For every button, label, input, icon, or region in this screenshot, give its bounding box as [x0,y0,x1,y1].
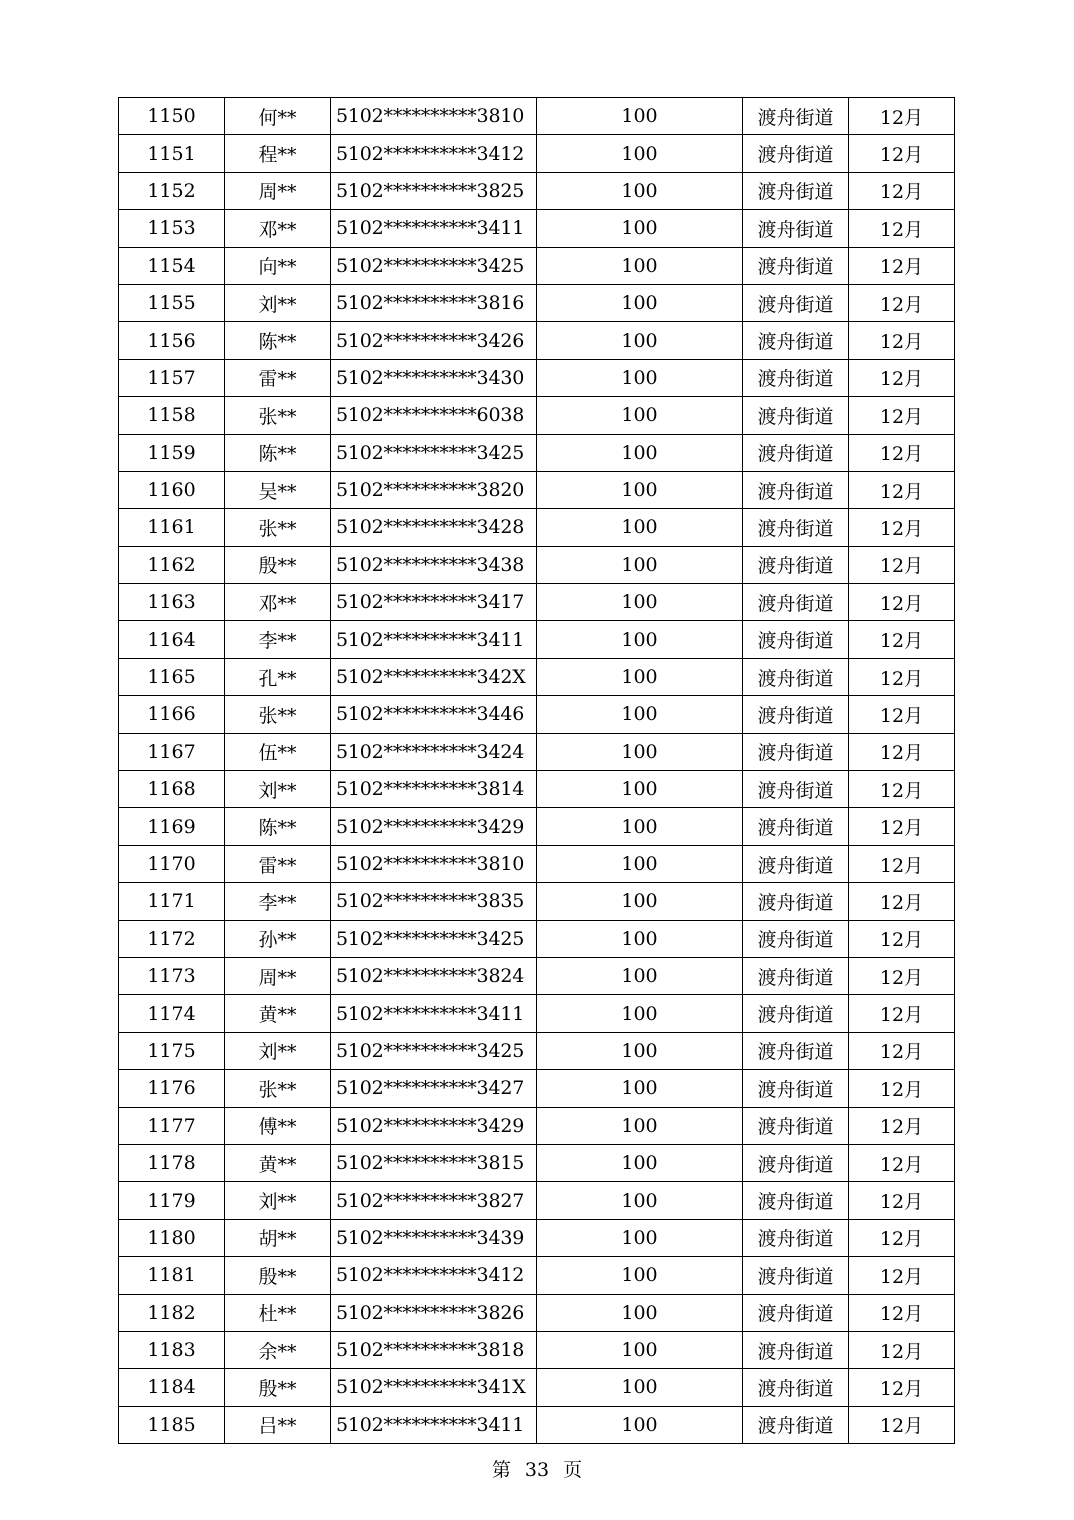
name-cell: 刘** [225,1032,331,1069]
street-cell: 渡舟街道 [743,509,849,546]
serial-number-cell: 1157 [119,359,225,396]
id-number-cell: 5102**********3814 [331,771,537,808]
amount-cell: 100 [537,957,743,994]
month-cell: 12月 [849,845,955,882]
name-cell: 陈** [225,322,331,359]
id-number-cell: 5102**********3439 [331,1219,537,1256]
name-cell: 余** [225,1331,331,1368]
table-row [119,1107,955,1144]
name-cell: 张** [225,1070,331,1107]
street-cell: 渡舟街道 [743,621,849,658]
id-number-cell: 5102**********3824 [331,957,537,994]
amount-cell: 100 [537,621,743,658]
table-row [119,845,955,882]
serial-number-cell: 1159 [119,434,225,471]
name-cell: 刘** [225,771,331,808]
id-number-cell: 5102**********3810 [331,845,537,882]
id-number-cell: 5102**********3826 [331,1294,537,1331]
table-row [119,808,955,845]
street-cell: 渡舟街道 [743,98,849,135]
month-cell: 12月 [849,1107,955,1144]
street-cell: 渡舟街道 [743,322,849,359]
table-row [119,98,955,135]
month-cell: 12月 [849,584,955,621]
table-row [119,397,955,434]
name-cell: 程** [225,135,331,172]
serial-number-cell: 1151 [119,135,225,172]
month-cell: 12月 [849,98,955,135]
id-number-cell: 5102**********3411 [331,621,537,658]
name-cell: 雷** [225,359,331,396]
table-row [119,1182,955,1219]
table-row [119,584,955,621]
month-cell: 12月 [849,322,955,359]
name-cell: 何** [225,98,331,135]
id-number-cell: 5102**********3417 [331,584,537,621]
amount-cell: 100 [537,1182,743,1219]
serial-number-cell: 1160 [119,471,225,508]
id-number-cell: 5102**********3427 [331,1070,537,1107]
name-cell: 胡** [225,1219,331,1256]
month-cell: 12月 [849,397,955,434]
street-cell: 渡舟街道 [743,172,849,209]
id-number-cell: 5102**********3424 [331,733,537,770]
name-cell: 张** [225,397,331,434]
street-cell: 渡舟街道 [743,1331,849,1368]
name-cell: 伍** [225,733,331,770]
amount-cell: 100 [537,995,743,1032]
serial-number-cell: 1183 [119,1331,225,1368]
street-cell: 渡舟街道 [743,883,849,920]
name-cell: 陈** [225,808,331,845]
serial-number-cell: 1170 [119,845,225,882]
id-number-cell: 5102**********3429 [331,808,537,845]
amount-cell: 100 [537,1406,743,1443]
month-cell: 12月 [849,1182,955,1219]
name-cell: 雷** [225,845,331,882]
id-number-cell: 5102**********3815 [331,1144,537,1181]
amount-cell: 100 [537,658,743,695]
month-cell: 12月 [849,1070,955,1107]
street-cell: 渡舟街道 [743,434,849,471]
id-number-cell: 5102**********3425 [331,247,537,284]
name-cell: 吴** [225,471,331,508]
name-cell: 傅** [225,1107,331,1144]
serial-number-cell: 1152 [119,172,225,209]
table-row [119,658,955,695]
serial-number-cell: 1177 [119,1107,225,1144]
month-cell: 12月 [849,1406,955,1443]
amount-cell: 100 [537,1219,743,1256]
amount-cell: 100 [537,808,743,845]
page-number: 33 [524,1459,550,1481]
month-cell: 12月 [849,696,955,733]
id-number-cell: 5102**********6038 [331,397,537,434]
table-row [119,322,955,359]
id-number-cell: 5102**********3411 [331,995,537,1032]
name-cell: 周** [225,172,331,209]
month-cell: 12月 [849,1032,955,1069]
record-table-container [118,97,955,1444]
name-cell: 邓** [225,584,331,621]
month-cell: 12月 [849,771,955,808]
serial-number-cell: 1171 [119,883,225,920]
month-cell: 12月 [849,210,955,247]
month-cell: 12月 [849,957,955,994]
street-cell: 渡舟街道 [743,1257,849,1294]
street-cell: 渡舟街道 [743,995,849,1032]
amount-cell: 100 [537,1032,743,1069]
month-cell: 12月 [849,1331,955,1368]
street-cell: 渡舟街道 [743,1144,849,1181]
id-number-cell: 5102**********3438 [331,546,537,583]
street-cell: 渡舟街道 [743,1406,849,1443]
table-row [119,1032,955,1069]
serial-number-cell: 1150 [119,98,225,135]
amount-cell: 100 [537,733,743,770]
serial-number-cell: 1163 [119,584,225,621]
month-cell: 12月 [849,434,955,471]
serial-number-cell: 1154 [119,247,225,284]
table-row [119,621,955,658]
street-cell: 渡舟街道 [743,1070,849,1107]
name-cell: 周** [225,957,331,994]
name-cell: 殷** [225,1369,331,1406]
serial-number-cell: 1161 [119,509,225,546]
month-cell: 12月 [849,471,955,508]
table-row [119,1070,955,1107]
month-cell: 12月 [849,135,955,172]
name-cell: 殷** [225,1257,331,1294]
table-row [119,434,955,471]
id-number-cell: 5102**********3818 [331,1331,537,1368]
month-cell: 12月 [849,546,955,583]
name-cell: 张** [225,696,331,733]
table-row [119,284,955,321]
name-cell: 李** [225,621,331,658]
amount-cell: 100 [537,1294,743,1331]
month-cell: 12月 [849,733,955,770]
street-cell: 渡舟街道 [743,1182,849,1219]
page-footer-suffix: 页 [563,1459,583,1481]
name-cell: 向** [225,247,331,284]
street-cell: 渡舟街道 [743,771,849,808]
amount-cell: 100 [537,1107,743,1144]
street-cell: 渡舟街道 [743,359,849,396]
table-row [119,546,955,583]
month-cell: 12月 [849,509,955,546]
serial-number-cell: 1180 [119,1219,225,1256]
amount-cell: 100 [537,1257,743,1294]
amount-cell: 100 [537,584,743,621]
table-row [119,172,955,209]
month-cell: 12月 [849,920,955,957]
street-cell: 渡舟街道 [743,135,849,172]
street-cell: 渡舟街道 [743,471,849,508]
table-row [119,1144,955,1181]
name-cell: 张** [225,509,331,546]
id-number-cell: 5102**********3428 [331,509,537,546]
table-row [119,1219,955,1256]
record-table [118,97,955,1444]
street-cell: 渡舟街道 [743,658,849,695]
month-cell: 12月 [849,172,955,209]
page-footer [0,1455,1074,1482]
serial-number-cell: 1153 [119,210,225,247]
table-row [119,995,955,1032]
amount-cell: 100 [537,284,743,321]
serial-number-cell: 1178 [119,1144,225,1181]
serial-number-cell: 1173 [119,957,225,994]
month-cell: 12月 [849,621,955,658]
amount-cell: 100 [537,1144,743,1181]
amount-cell: 100 [537,135,743,172]
id-number-cell: 5102**********3425 [331,920,537,957]
serial-number-cell: 1174 [119,995,225,1032]
serial-number-cell: 1158 [119,397,225,434]
street-cell: 渡舟街道 [743,808,849,845]
id-number-cell: 5102**********3426 [331,322,537,359]
name-cell: 殷** [225,546,331,583]
serial-number-cell: 1179 [119,1182,225,1219]
amount-cell: 100 [537,247,743,284]
id-number-cell: 5102**********341X [331,1369,537,1406]
street-cell: 渡舟街道 [743,397,849,434]
name-cell: 刘** [225,284,331,321]
id-number-cell: 5102**********3425 [331,1032,537,1069]
name-cell: 邓** [225,210,331,247]
amount-cell: 100 [537,397,743,434]
street-cell: 渡舟街道 [743,845,849,882]
table-row [119,1294,955,1331]
name-cell: 李** [225,883,331,920]
table-row [119,920,955,957]
id-number-cell: 5102**********342X [331,658,537,695]
serial-number-cell: 1167 [119,733,225,770]
name-cell: 黄** [225,995,331,1032]
amount-cell: 100 [537,920,743,957]
month-cell: 12月 [849,1257,955,1294]
id-number-cell: 5102**********3425 [331,434,537,471]
table-row [119,135,955,172]
id-number-cell: 5102**********3411 [331,210,537,247]
street-cell: 渡舟街道 [743,210,849,247]
amount-cell: 100 [537,845,743,882]
amount-cell: 100 [537,546,743,583]
serial-number-cell: 1168 [119,771,225,808]
table-row [119,210,955,247]
street-cell: 渡舟街道 [743,1107,849,1144]
serial-number-cell: 1166 [119,696,225,733]
month-cell: 12月 [849,284,955,321]
id-number-cell: 5102**********3827 [331,1182,537,1219]
month-cell: 12月 [849,1369,955,1406]
table-row [119,1369,955,1406]
amount-cell: 100 [537,771,743,808]
serial-number-cell: 1184 [119,1369,225,1406]
table-row [119,883,955,920]
id-number-cell: 5102**********3412 [331,135,537,172]
month-cell: 12月 [849,247,955,284]
table-row [119,471,955,508]
amount-cell: 100 [537,1070,743,1107]
id-number-cell: 5102**********3816 [331,284,537,321]
name-cell: 刘** [225,1182,331,1219]
table-row [119,1406,955,1443]
month-cell: 12月 [849,883,955,920]
id-number-cell: 5102**********3825 [331,172,537,209]
amount-cell: 100 [537,359,743,396]
amount-cell: 100 [537,172,743,209]
name-cell: 孙** [225,920,331,957]
name-cell: 孔** [225,658,331,695]
street-cell: 渡舟街道 [743,733,849,770]
street-cell: 渡舟街道 [743,1032,849,1069]
street-cell: 渡舟街道 [743,920,849,957]
id-number-cell: 5102**********3429 [331,1107,537,1144]
street-cell: 渡舟街道 [743,247,849,284]
amount-cell: 100 [537,98,743,135]
serial-number-cell: 1165 [119,658,225,695]
record-table-body [119,98,955,1444]
table-row [119,1257,955,1294]
table-row [119,733,955,770]
month-cell: 12月 [849,1219,955,1256]
table-row [119,509,955,546]
serial-number-cell: 1182 [119,1294,225,1331]
street-cell: 渡舟街道 [743,696,849,733]
month-cell: 12月 [849,1294,955,1331]
table-row [119,247,955,284]
table-row [119,696,955,733]
serial-number-cell: 1169 [119,808,225,845]
serial-number-cell: 1155 [119,284,225,321]
amount-cell: 100 [537,883,743,920]
name-cell: 吕** [225,1406,331,1443]
name-cell: 杜** [225,1294,331,1331]
month-cell: 12月 [849,995,955,1032]
amount-cell: 100 [537,322,743,359]
table-row [119,359,955,396]
street-cell: 渡舟街道 [743,1294,849,1331]
id-number-cell: 5102**********3820 [331,471,537,508]
street-cell: 渡舟街道 [743,957,849,994]
id-number-cell: 5102**********3430 [331,359,537,396]
page-footer-prefix: 第 [491,1459,511,1481]
street-cell: 渡舟街道 [743,1369,849,1406]
id-number-cell: 5102**********3810 [331,98,537,135]
amount-cell: 100 [537,434,743,471]
serial-number-cell: 1156 [119,322,225,359]
id-number-cell: 5102**********3835 [331,883,537,920]
amount-cell: 100 [537,1331,743,1368]
amount-cell: 100 [537,509,743,546]
table-row [119,771,955,808]
street-cell: 渡舟街道 [743,1219,849,1256]
serial-number-cell: 1172 [119,920,225,957]
serial-number-cell: 1162 [119,546,225,583]
serial-number-cell: 1175 [119,1032,225,1069]
street-cell: 渡舟街道 [743,546,849,583]
serial-number-cell: 1185 [119,1406,225,1443]
amount-cell: 100 [537,696,743,733]
amount-cell: 100 [537,471,743,508]
table-row [119,1331,955,1368]
street-cell: 渡舟街道 [743,284,849,321]
name-cell: 陈** [225,434,331,471]
month-cell: 12月 [849,359,955,396]
month-cell: 12月 [849,658,955,695]
id-number-cell: 5102**********3446 [331,696,537,733]
serial-number-cell: 1181 [119,1257,225,1294]
id-number-cell: 5102**********3411 [331,1406,537,1443]
serial-number-cell: 1164 [119,621,225,658]
month-cell: 12月 [849,808,955,845]
month-cell: 12月 [849,1144,955,1181]
street-cell: 渡舟街道 [743,584,849,621]
name-cell: 黄** [225,1144,331,1181]
amount-cell: 100 [537,1369,743,1406]
id-number-cell: 5102**********3412 [331,1257,537,1294]
table-row [119,957,955,994]
amount-cell: 100 [537,210,743,247]
serial-number-cell: 1176 [119,1070,225,1107]
